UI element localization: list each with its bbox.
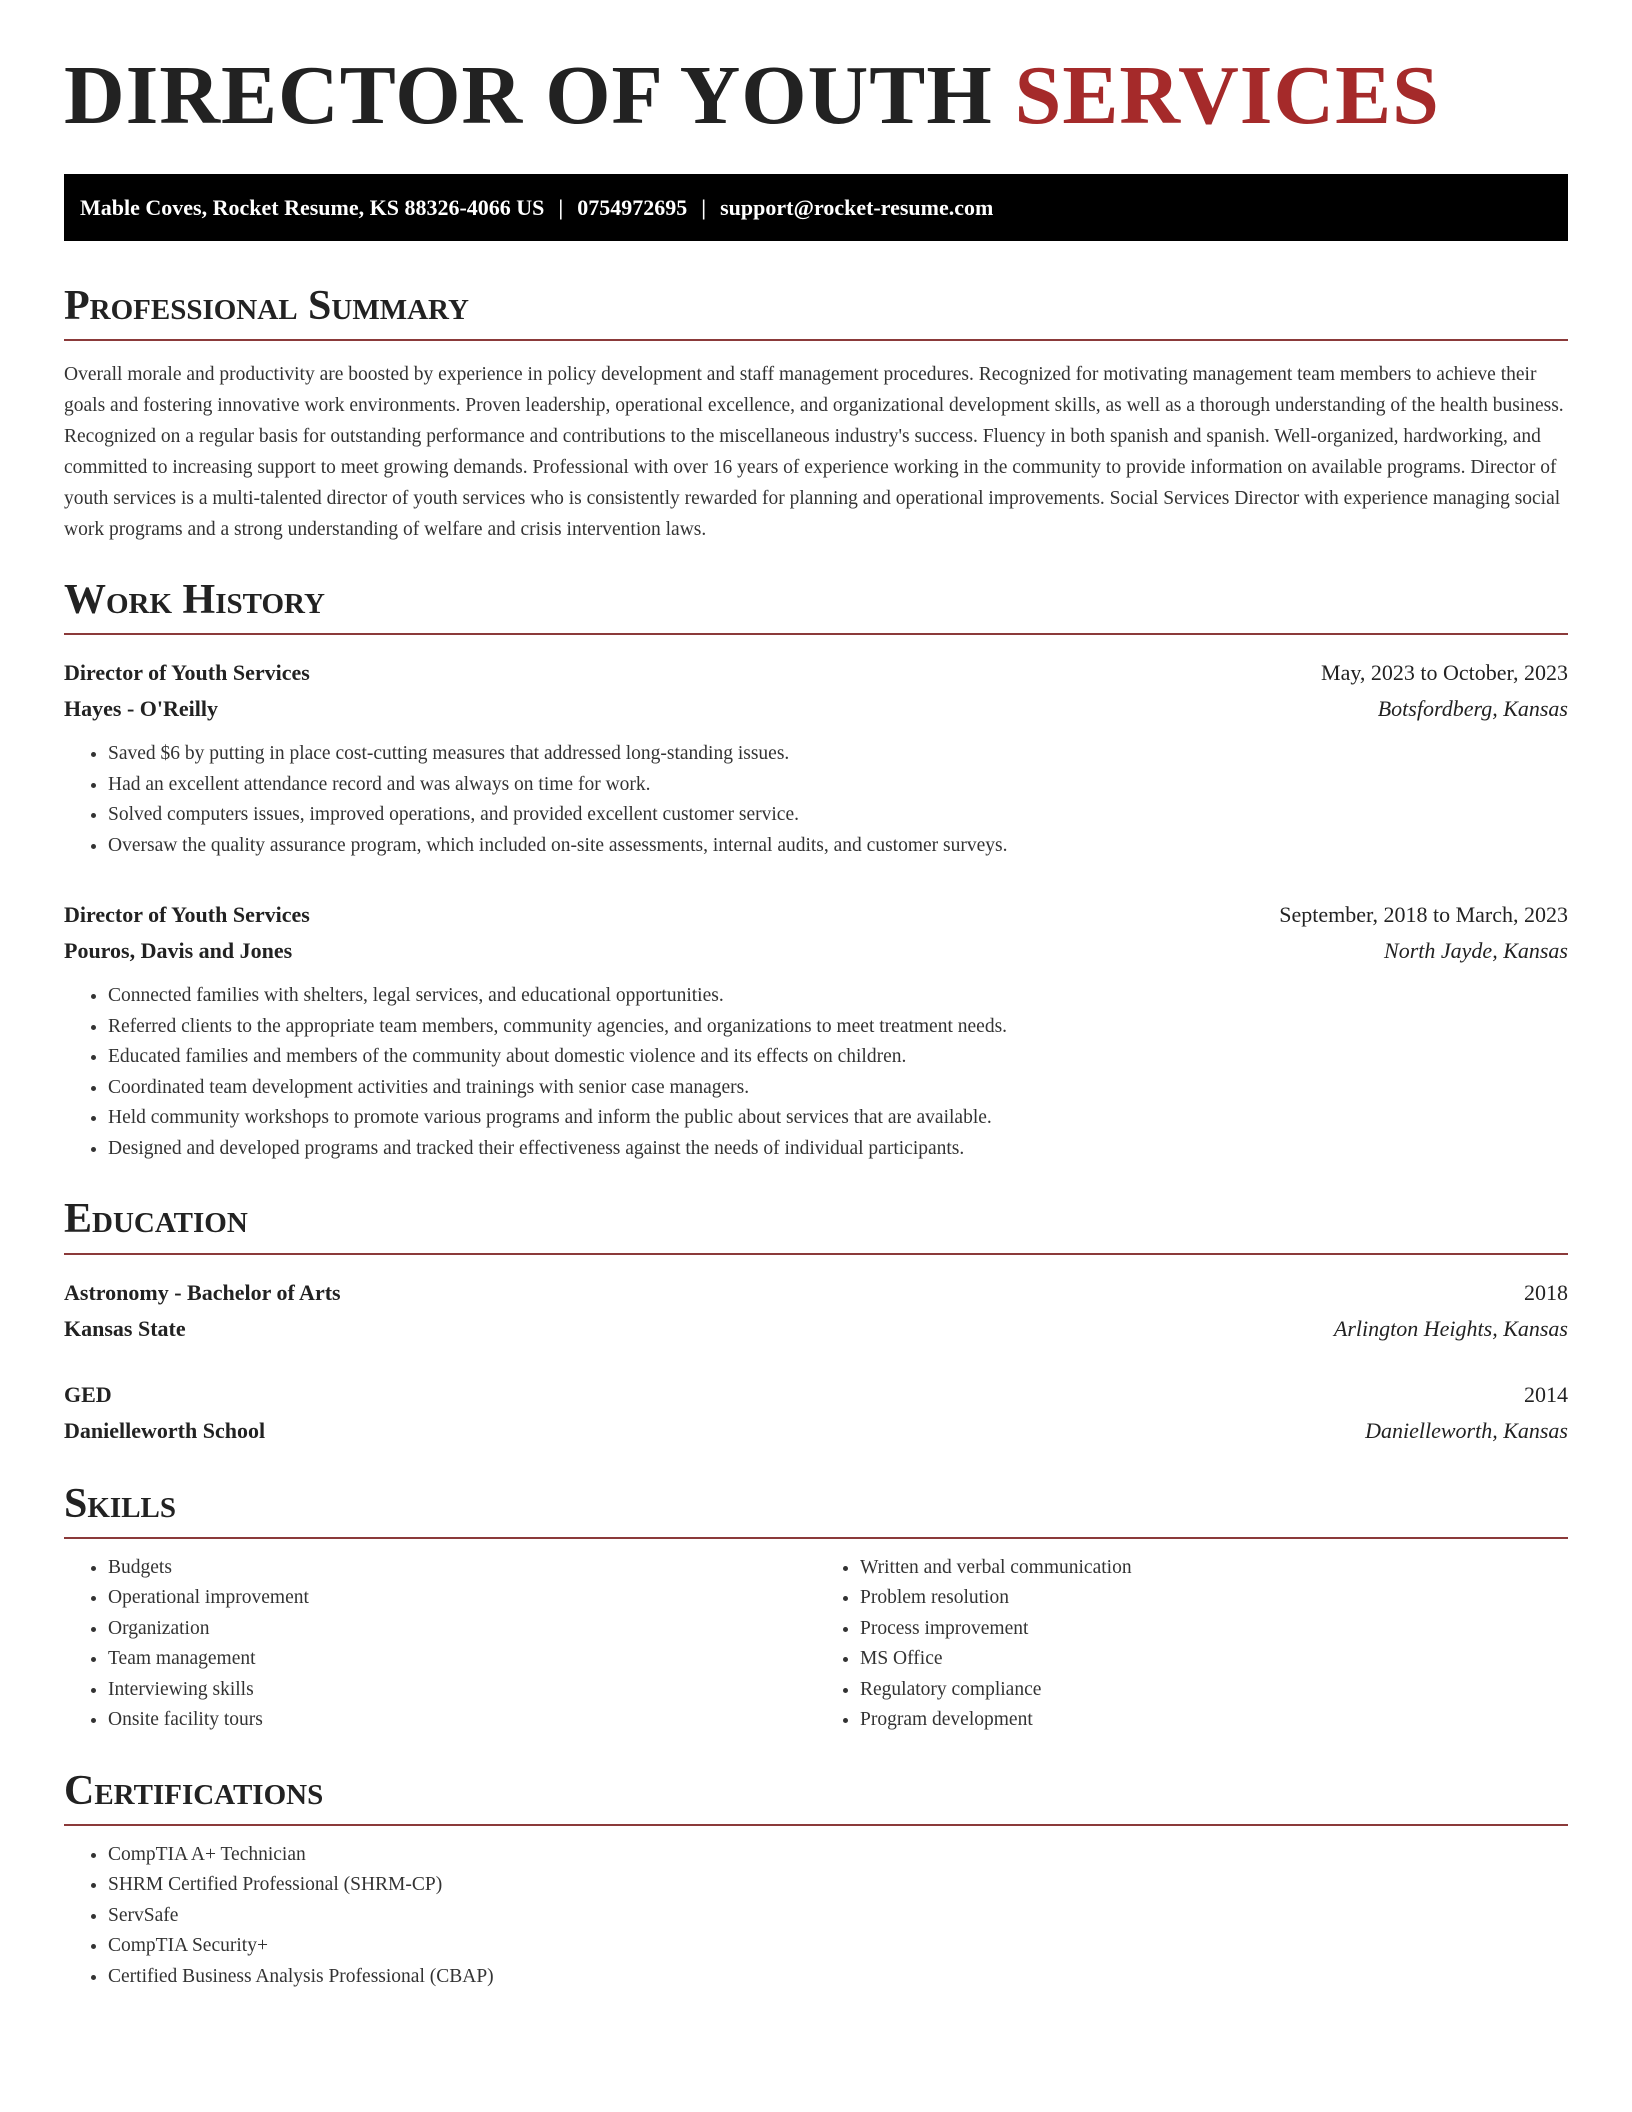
job-company: Hayes - O'Reilly bbox=[64, 696, 218, 722]
job-bullets bbox=[64, 739, 1568, 861]
skill-item: • Problem resolution bbox=[860, 1583, 1568, 1614]
job-bullet: • Saved $6 by putting in place cost-cutting measures that addressed long-standing issues. bbox=[108, 739, 1568, 770]
skill-item: • MS Office bbox=[860, 1644, 1568, 1675]
work-history-heading: Work History bbox=[64, 577, 1568, 635]
work-history-section bbox=[64, 577, 1568, 1164]
education-heading: Education bbox=[64, 1196, 1568, 1254]
job-entry bbox=[64, 897, 1568, 1164]
skills-list-left bbox=[64, 1553, 816, 1736]
education-entry bbox=[64, 1275, 1568, 1347]
job-bullet: • Educated families and members of the community about domestic violence and its effects on children. bbox=[108, 1042, 1568, 1073]
certification-item: • CompTIA Security+ bbox=[108, 1931, 1568, 1962]
contact-separator: | bbox=[701, 195, 707, 220]
skill-item: • Process improvement bbox=[860, 1614, 1568, 1645]
summary-text: Overall morale and productivity are boosted by experience in policy development and staff management procedures. Recognized for motivating management team members to achieve their goals and fostering innovative work environments. Proven leadership, operational excellence, and organizational development skills, as well as a thorough understanding of the health business. Recognized on a regular basis for outstanding performance and contributions to the miscellaneous industry's success. Fluency in both spanish and spanish. Well-organized, hardworking, and committed to increasing support to meet growing demands. Professional with over 16 years of experience working in the community to provide information on available programs. Director of youth services is a multi-talented director of youth services who is consistently rewarded for planning and operational improvements. Social Services Director with experience managing social work programs and a strong understanding of welfare and crisis intervention laws. bbox=[64, 364, 1564, 541]
skill-item: • Written and verbal communication bbox=[860, 1553, 1568, 1584]
job-company: Pouros, Davis and Jones bbox=[64, 938, 293, 964]
title-main: DIRECTOR OF YOUTH bbox=[64, 49, 993, 142]
skill-item: • Regulatory compliance bbox=[860, 1675, 1568, 1706]
job-bullet: • Connected families with shelters, legal services, and educational opportunities. bbox=[108, 981, 1568, 1012]
education-year: 2014 bbox=[1524, 1381, 1568, 1407]
job-bullet: • Solved computers issues, improved operations, and provided excellent customer service. bbox=[108, 800, 1568, 831]
job-bullet: • Oversaw the quality assurance program, which included on-site assessments, internal audits, and customer surveys. bbox=[108, 831, 1568, 862]
job-title: Director of Youth Services bbox=[64, 660, 310, 686]
education-school: Danielleworth School bbox=[64, 1417, 266, 1443]
skill-item: • Interviewing skills bbox=[108, 1675, 816, 1706]
job-location: North Jayde, Kansas bbox=[1384, 938, 1568, 964]
job-bullet: • Designed and developed programs and tracked their effectiveness against the needs of individual participants. bbox=[108, 1134, 1568, 1165]
contact-address: Mable Coves, Rocket Resume, KS 88326-4066 US bbox=[80, 195, 545, 220]
resume-title bbox=[64, 49, 1568, 142]
education-degree: GED bbox=[64, 1381, 112, 1407]
skill-item: • Program development bbox=[860, 1705, 1568, 1736]
certifications-list bbox=[64, 1840, 1568, 1993]
contact-bar bbox=[64, 174, 1568, 241]
job-dates: September, 2018 to March, 2023 bbox=[1279, 902, 1568, 928]
job-title: Director of Youth Services bbox=[64, 902, 310, 928]
education-degree: Astronomy - Bachelor of Arts bbox=[64, 1279, 341, 1305]
education-location: Danielleworth, Kansas bbox=[1365, 1417, 1568, 1443]
skill-item: • Operational improvement bbox=[108, 1583, 816, 1614]
education-location: Arlington Heights, Kansas bbox=[1333, 1315, 1568, 1341]
job-bullet: • Held community workshops to promote various programs and inform the public about services that are available. bbox=[108, 1103, 1568, 1134]
education-section bbox=[64, 1196, 1568, 1448]
education-school: Kansas State bbox=[64, 1315, 186, 1341]
contact-email[interactable]: support@rocket-resume.com bbox=[720, 195, 994, 220]
certifications-heading: Certifications bbox=[64, 1768, 1568, 1826]
job-bullets bbox=[64, 981, 1568, 1164]
contact-phone: 0754972695 bbox=[577, 195, 688, 220]
certifications-section bbox=[64, 1768, 1568, 1993]
skill-item: • Organization bbox=[108, 1614, 816, 1645]
education-entry bbox=[64, 1377, 1568, 1449]
skill-item: • Team management bbox=[108, 1644, 816, 1675]
job-bullet: • Coordinated team development activities and trainings with senior case managers. bbox=[108, 1073, 1568, 1104]
summary-heading: Professional Summary bbox=[64, 283, 1568, 341]
certification-item: • SHRM Certified Professional (SHRM-CP) bbox=[108, 1870, 1568, 1901]
skills-list-right bbox=[816, 1553, 1568, 1736]
education-year: 2018 bbox=[1524, 1279, 1568, 1305]
skill-item: • Onsite facility tours bbox=[108, 1705, 816, 1736]
job-bullet: • Had an excellent attendance record and was always on time for work. bbox=[108, 770, 1568, 801]
contact-separator: | bbox=[558, 195, 564, 220]
skills-heading: Skills bbox=[64, 1481, 1568, 1539]
job-dates: May, 2023 to October, 2023 bbox=[1321, 660, 1568, 686]
skills-columns bbox=[64, 1553, 1568, 1736]
skill-item: • Budgets bbox=[108, 1553, 816, 1584]
certification-item: • Certified Business Analysis Professional (CBAP) bbox=[108, 1962, 1568, 1993]
certification-item: • ServSafe bbox=[108, 1901, 1568, 1932]
title-accent: SERVICES bbox=[1014, 49, 1440, 142]
job-location: Botsfordberg, Kansas bbox=[1377, 696, 1568, 722]
certification-item: • CompTIA A+ Technician bbox=[108, 1840, 1568, 1871]
job-bullet: • Referred clients to the appropriate team members, community agencies, and organizations to meet treatment needs. bbox=[108, 1012, 1568, 1043]
skills-section bbox=[64, 1481, 1568, 1736]
job-entry bbox=[64, 655, 1568, 861]
